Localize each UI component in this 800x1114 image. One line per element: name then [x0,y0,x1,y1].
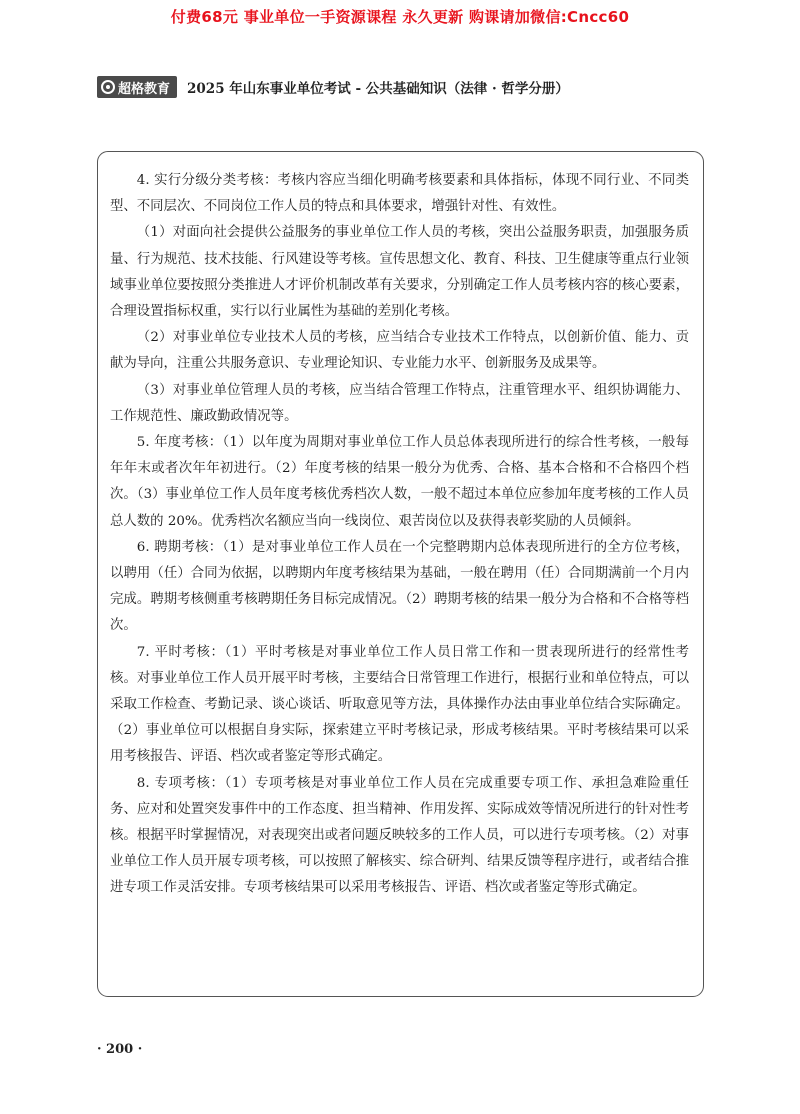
paragraph-4-1: （1）对面向社会提供公益服务的事业单位工作人员的考核，突出公益服务职责，加强服务质量、行为规范、技术技能、行风建设等考核。宣传思想文化、教育、科技、卫生健康等重点行业领域事业单位要按照分类推进人才评价机制改革有关要求，分别确定工作人员考核内容的核心要素，合理设置指标权重，实行以行业属性为基础的差别化考核。 [110,225,689,320]
logo-icon [101,80,115,94]
paragraph-6: 6. 聘期考核：（1）是对事业单位工作人员在一个完整聘期内总体表现所进行的全方位考核，以聘用（任）合同为依据，以聘期内年度考核结果为基础，一般在聘用（任）合同期满前一个月内完成。聘期考核侧重考核聘期任务目标完成情况。（2）聘期考核的结果一般分为合格和不合格等档次。 [110,539,689,634]
content-box [97,151,704,997]
paragraph-4-3: （3）对事业单位管理人员的考核，应当结合管理工作特点，注重管理水平、组织协调能力、工作规范性、廉政勤政情况等。 [110,382,689,424]
paragraph-7: 7. 平时考核：（1）平时考核是对事业单位工作人员日常工作和一贯表现所进行的经常性考核。对事业单位工作人员开展平时考核，主要结合日常管理工作进行，根据行业和单位特点，可以采取工作检查、考勤记录、谈心谈话、听取意见等方法，具体操作办法由事业单位结合实际确定。（2）事业单位可以根据自身实际，探索建立平时考核记录，形成考核结果。平时考核结果可以采用考核报告、评语、档次或者鉴定等形式确定。 [110,644,689,765]
page-header [97,74,700,100]
logo-text: 超格教育 [118,81,171,97]
paragraph-5: 5. 年度考核：（1）以年度为周期对事业单位工作人员总体表现所进行的综合性考核，一般每年年末或者次年年初进行。（2）年度考核的结果一般分为优秀、合格、基本合格和不合格四个档次。（3）事业单位工作人员年度考核优秀档次人数，一般不超过本单位应参加年度考核的工作人员总人数的 20%。优秀档次名额应当向一线岗位、艰苦岗位以及获得表彰奖励的人员倾斜。 [110,435,689,529]
paragraph-4-2: （2）对事业单位专业技术人员的考核，应当结合专业技术工作特点，以创新价值、能力、贡献为导向，注重公共服务意识、专业理论知识、专业能力水平、创新服务及成果等。 [110,330,689,372]
page-number: · 200 · [97,1042,143,1057]
brand-logo [97,76,177,98]
paragraph-4: 4. 实行分级分类考核：考核内容应当细化明确考核要素和具体指标，体现不同行业、不同类型、不同层次、不同岗位工作人员的特点和具体要求，增强针对性、有效性。 [110,173,689,215]
header-title: 2025 年山东事业单位考试 - 公共基础知识（法律 · 哲学分册） [187,81,569,97]
paragraph-8: 8. 专项考核：（1）专项考核是对事业单位工作人员在完成重要专项工作、承担急难险重任务、应对和处置突发事件中的工作态度、担当精神、作用发挥、实际成效等情况所进行的针对性考核。根据平时掌握情况，对表现突出或者问题反映较多的工作人员，可以进行专项考核。（2）对事业单位工作人员开展专项考核，可以按照了解核实、综合研判、结果反馈等程序进行，或者结合推进专项工作灵活安排。专项考核结果可以采用考核报告、评语、档次或者鉴定等形式确定。 [110,775,689,896]
watermark-banner: 付费68元 事业单位一手资源课程 永久更新 购课请加微信:Cncc60 [170,8,630,26]
